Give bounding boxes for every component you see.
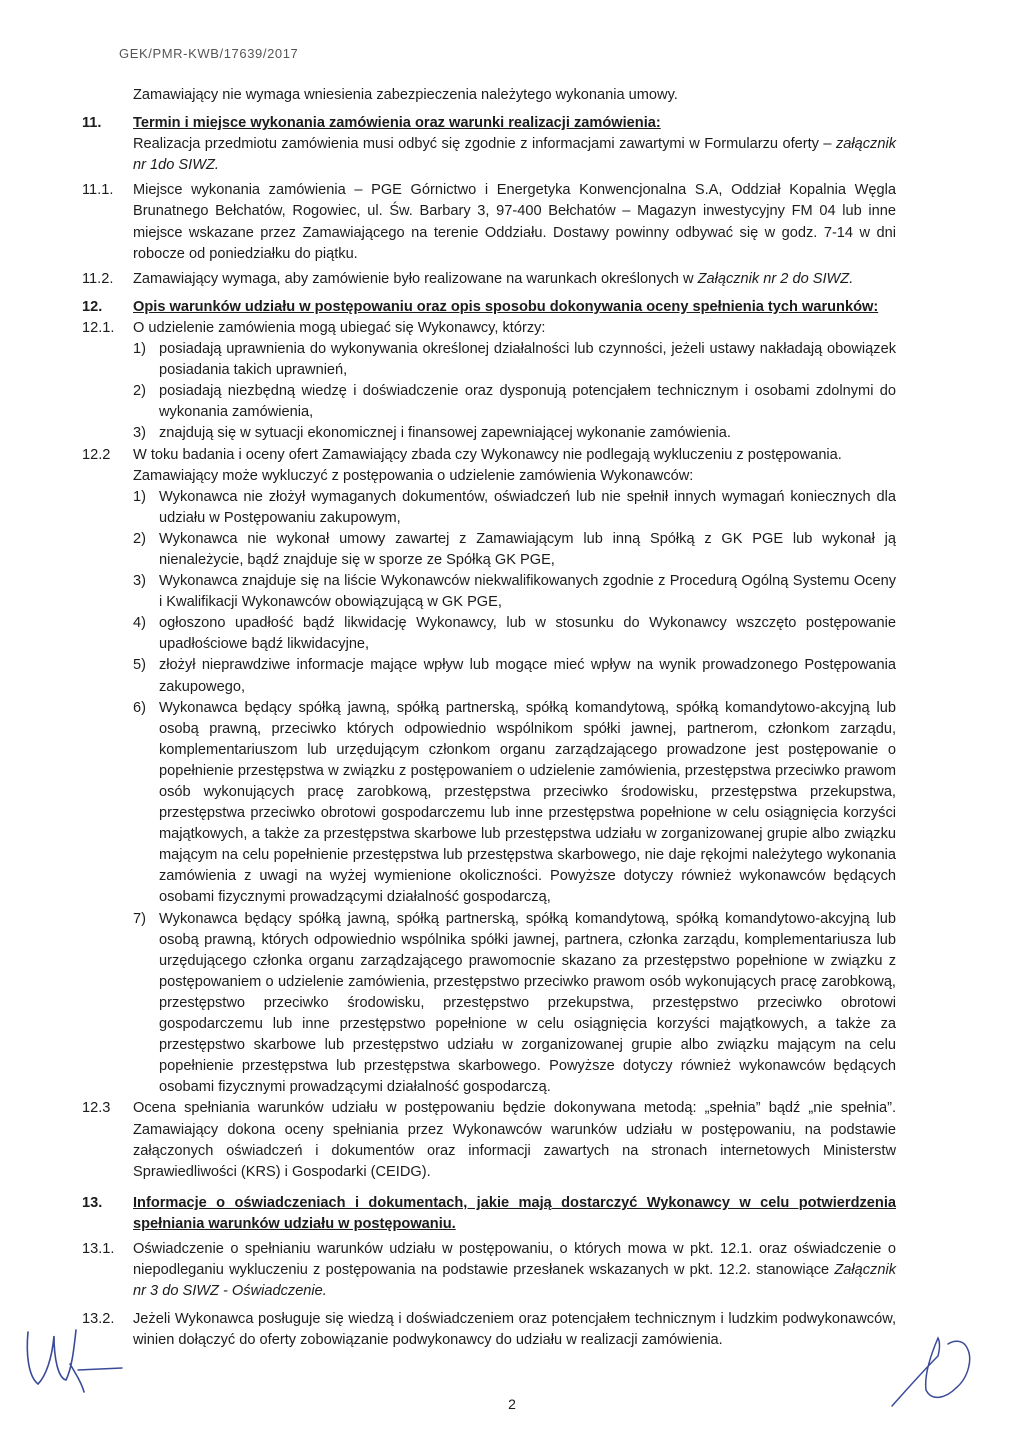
list-item: 5) złożył nieprawdziwe informacje mające wpływ lub mogące mieć wpływ na wynik prowadzonego Postępowania zakupowego, — [133, 657, 896, 695]
paragraph-text: Realizacja przedmiotu zamówienia musi odbyć się zgodnie z informacjami zawartymi w Formularzu oferty – — [133, 136, 832, 153]
clause-13-1 — [82, 1239, 896, 1302]
section-11-paragraph — [82, 134, 896, 176]
clause-11-2 — [82, 269, 896, 290]
clause-13-2 — [82, 1309, 896, 1351]
section-number: 13. — [82, 1194, 103, 1211]
clause-text: W toku badania i oceny ofert Zamawiający zbada czy Wykonawcy nie podlegają wykluczeniu z postępowania. — [133, 446, 842, 463]
clause-text: Jeżeli Wykonawca posługuje się wiedzą i doświadczeniem oraz potencjałem technicznym i ludzkim podwykonawców, winien dołączyć do oferty zobowiązanie podwykonawcy do udziału w realizacji zamówienia. — [133, 1311, 896, 1349]
attachment-reference: Załącznik nr 3 do SIWZ - Oświadczenie. — [133, 1262, 896, 1300]
page-number: 2 — [508, 1396, 516, 1412]
list-item: 6) Wykonawca będący spółką jawną, spółką partnerską, spółką komandytową, spółką komandytowo-akcyjną lub osobą prawną, przeciwko których odpowiednio wspólnikom spółki jawnej, partnerom, członkom zarządu, komplementariuszom lub urzędującym członkom organu zarządzającego prowadzone jest postępowanie o popełnienie przestępstwa w związku z postępowaniem o udzielenie zamówienia, przestępstwa przeciwko prawom osób wykonujących pracę zarobkową, przestępstwa przeciwko środowisku, przestępstwa przekupstwa, przestępstwa przeciwko obrotowi gospodarczemu lub inne przestępstwa popełnione w celu osiągnięcia korzyści majątkowych, a także za przestępstwa skarbowe lub przestępstwa udziału w zorganizowanej grupie albo związku mającym na celu popełnienie przestępstwa lub przestępstwa skarbowego, nie daje rękojmi należytego wykonania zamówienia z uwagi na wyżej wymienione okoliczności. Powyższe dotyczy również wykonawców będących osobami fizycznymi prowadzącymi działalność gospodarczą, — [133, 699, 896, 906]
clause-text: Zamawiający wymaga, aby zamówienie było realizowane na warunkach określonych w — [133, 270, 694, 287]
clause-11-1 — [82, 180, 896, 264]
clause-12-2 — [82, 445, 896, 1099]
intro-text: Zamawiający nie wymaga wniesienia zabezpieczenia należytego wykonania umowy. — [133, 87, 678, 103]
attachment-reference: Załącznik nr 2 do SIWZ. — [697, 270, 854, 287]
list-item: 3) znajdują się w sytuacji ekonomicznej i finansowej zapewniającej wykonanie zamówienia. — [133, 425, 731, 442]
clause-12-3 — [82, 1098, 896, 1182]
clause-number: 12.2 — [82, 446, 111, 463]
list-item: 1) posiadają uprawnienia do wykonywania określonej działalności lub czynności, jeżeli ustawy nakładają obowiązek posiadania takich uprawnień, — [133, 341, 896, 379]
clause-text: Miejsce wykonania zamówienia – PGE Górnictwo i Energetyka Konwencjonalna S.A, Oddział Kopalnia Węgla Brunatnego Bełchatów, Rogowiec, ul. Św. Barbary 3, 97-400 Bełchatów – Magazyn inwestycyjny FM 04 lub inne miejsce wskazane przez Zamawiającego na terenie Oddziału. Dostawy powinny odbywać się w godz. 7-14 w dni robocze od poniedziałku do piątku. — [133, 182, 896, 262]
list-item: 2) Wykonawca nie wykonał umowy zawartej z Zamawiającym lub inną Spółką z GK PGE lub wykonał ją nienależycie, bądź znajduje się w sporze ze Spółką GK PGE, — [133, 530, 896, 568]
section-title: Opis warunków udziału w postępowaniu oraz opis sposobu dokonywania oceny spełnienia tych warunków: — [133, 298, 879, 315]
clause-number: 12.1. — [82, 319, 115, 336]
clause-number: 12.3 — [82, 1100, 111, 1117]
clause-number: 13.1. — [82, 1240, 115, 1257]
clause-12-1 — [82, 318, 896, 445]
list-item: 3) Wykonawca znajduje się na liście Wykonawców niekwalifikowanych zgodnie z Procedurą Ogólną Systemu Oceny i Kwalifikacji Wykonawców obowiązującą w GK PGE, — [133, 573, 896, 611]
intro-paragraph — [82, 85, 896, 106]
section-number: 12. — [82, 298, 103, 315]
section-11-heading — [82, 113, 896, 134]
section-number: 11. — [82, 115, 102, 132]
clause-text: O udzielenie zamówienia mogą ubiegać się Wykonawcy, którzy: — [133, 319, 546, 336]
clause-number: 11.2. — [82, 270, 114, 287]
document-reference: GEK/PMR-KWB/17639/2017 — [119, 46, 299, 61]
clause-number: 13.2. — [82, 1311, 115, 1328]
list-item: 1) Wykonawca nie złożył wymaganych dokumentów, oświadczeń lub nie spełnił innych wymagań koniecznych dla udziału w Postępowaniu zakupowym, — [133, 488, 896, 526]
list-item: 4) ogłoszono upadłość bądź likwidację Wykonawcy, lub w stosunku do Wykonawcy wszczęto postępowanie upadłościowe bądź likwidacyjne, — [133, 615, 896, 653]
clause-number: 11.1. — [82, 182, 114, 199]
section-13-heading — [82, 1193, 896, 1235]
handwritten-initials-signature — [14, 1318, 124, 1396]
section-12-heading — [82, 297, 896, 318]
attachment-reference: załącznik nr 1do SIWZ. — [133, 136, 896, 174]
list-item: 7) Wykonawca będący spółką jawną, spółką partnerską, spółką komandytową, spółką komandytowo-akcyjną lub osobą prawną, których odpowiednio wspólnika spółki jawnej, partnera, członka zarządu, komplementariusza lub urzędującego członka organu zarządzającego prawomocnie skazano za przestępstwo popełnione w związku z postępowaniem o udzielenie zamówienia, przestępstwo przeciwko prawom osób wykonujących pracę zarobkową, przestępstwo przeciwko środowisku, przestępstwo przekupstwa, przestępstwo przeciwko obrotowi gospodarczemu lub inne przestępstwo popełnione w celu osiągnięcia korzyści majątkowych, a także za przestępstwo skarbowe lub przestępstwo udziału w zorganizowanej grupie albo związku mającym na celu popełnienie przestępstwa lub przestępstwa skarbowego. Powyższe dotyczy również wykonawców będących osobami fizycznymi prowadzącymi działalność gospodarczą. — [133, 910, 896, 1096]
clause-text: Ocena spełniania warunków udziału w postępowaniu będzie dokonywana metodą: „spełnia” bądź „nie spełnia”. Zamawiający dokona oceny spełniania przez Wykonawców warunków udziału w postępowaniu, na podstawie załączonych oświadczeń i dokumentów oraz informacji zawartych na stronach internetowych Ministerstw Sprawiedliwości (KRS) i Gospodarki (CEIDG). — [133, 1100, 896, 1180]
list-item: 2) posiadają niezbędną wiedzę i doświadczenie oraz dysponują potencjałem technicznym i osobami zdolnymi do wykonania zamówienia, — [133, 383, 896, 421]
section-title: Termin i miejsce wykonania zamówienia oraz warunki realizacji zamówienia: — [133, 115, 661, 132]
document-body — [82, 85, 896, 1351]
section-title: Informacje o oświadczeniach i dokumentach, jakie mają dostarczyć Wykonawcy w celu potwierdzenia spełniania warunków udziału w postępowaniu. — [133, 1194, 896, 1232]
clause-text: Oświadczenie o spełnianiu warunków udziału w postępowaniu, o których mowa w pkt. 12.1. oraz oświadczenie o niepodleganiu wykluczeniu z postępowania na podstawie przesłanek wskazanych w pkt. 12.2. stanowiące — [133, 1240, 896, 1279]
clause-text: Zamawiający może wykluczyć z postępowania o udzielenie zamówienia Wykonawców: — [133, 467, 694, 484]
